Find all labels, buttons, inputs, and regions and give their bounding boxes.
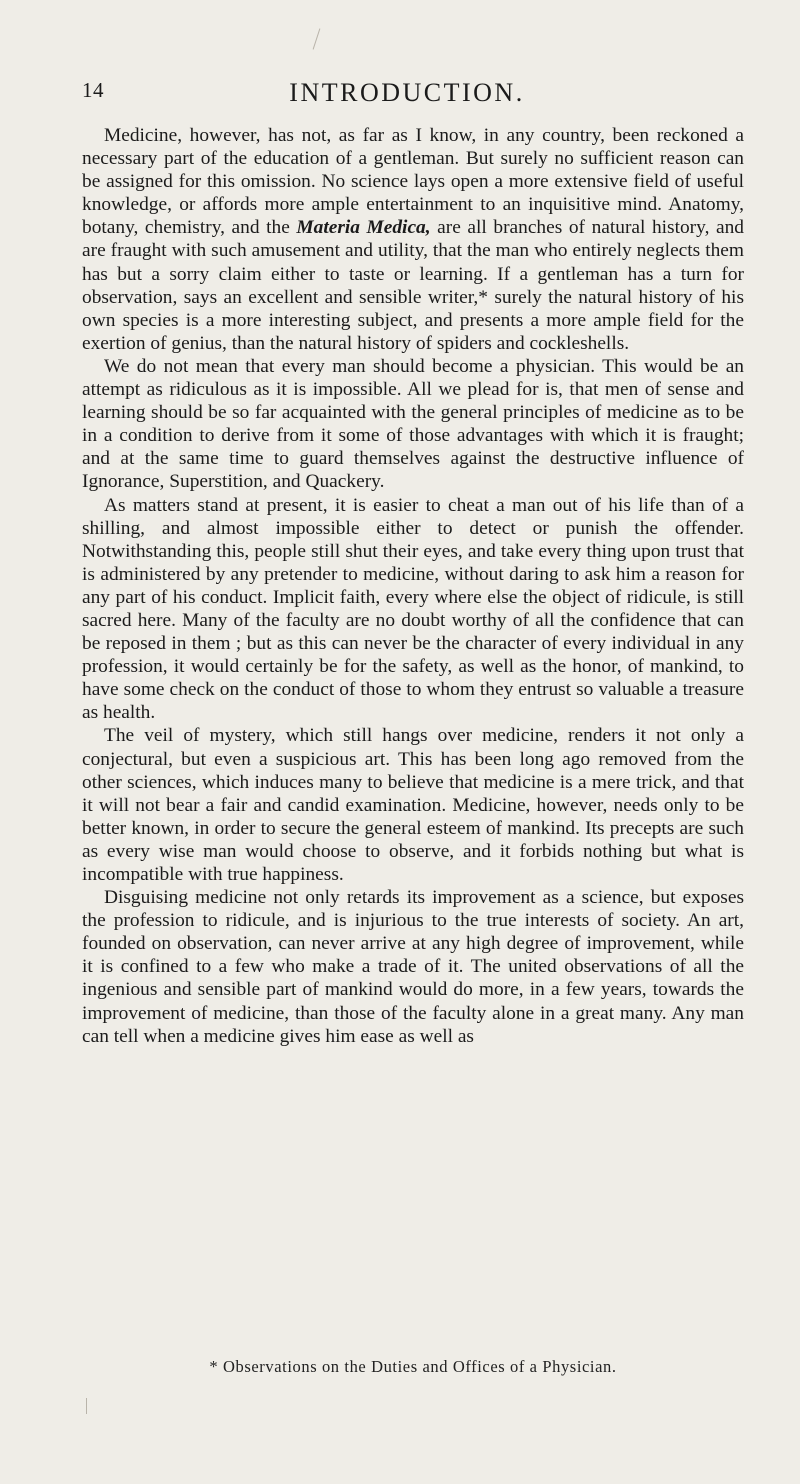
paper-mark (86, 1398, 87, 1414)
paragraph (82, 494, 744, 725)
paragraph (82, 355, 744, 494)
text-run: Medicine, however, has not, as far as I know, in any country, been reckoned a necessary part of the education of a gentleman. But surely no sufficient reason can be assigned for this omission. No science lays open a more extensive field of useful knowledge, or affords more ample entertainment to an inquisitive mind. Anatomy, botany, chemistry, and the (82, 125, 744, 239)
paragraph (82, 124, 744, 355)
italic-term: Materia Medica, (296, 217, 431, 239)
text-run: The veil of mystery, which still hangs over medicine, renders it not only a conjectural, but even a suspicious art. This has been long ago removed from the other sciences, which induces many to believe that medicine is a mere trick, and that it will not bear a fair and candid examination. Medicine, however, needs only to be better known, in order to secure the general esteem of mankind. Its precepts are such as every wise man would choose to observe, and it forbids nothing but what is incompatible with true happiness. (82, 725, 744, 885)
text-run: As matters stand at present, it is easier to cheat a man out of his life than of a shilling, and almost impossible either to detect or punish the offender. Notwithstanding this, people still shut their eyes, and take every thing upon trust that is administered by any pretender to medicine, without daring to ask him a reason for any part of his conduct. Implicit faith, every where else the object of ridicule, is still sacred here. Many of the faculty are no doubt worthy of all the confidence that can be reposed in them ; but as this can never be the character of every individual in any profession, it would certainly be for the safety, as well as the honor, of mankind, to have some check on the conduct of those to whom they entrust so valuable a treasure as health. (82, 494, 744, 724)
paragraph (82, 886, 744, 1048)
body-text (82, 124, 744, 1048)
text-run: We do not mean that every man should become a physician. This would be an attempt as ridiculous as it is impossible. All we plead for is, that men of sense and learning should be so far acquainted with the general principles of medicine as to be in a condition to derive from it some of those advantages with which it is fraught; and at the same time to guard themselves against the destructive influence of Ignorance, Superstition, and Quackery. (82, 355, 744, 493)
running-head: INTRODUCTION. (289, 78, 525, 107)
paragraph (82, 724, 744, 886)
footnote: * Observations on the Duties and Offices of a Physician. (209, 1357, 617, 1376)
paper-mark (313, 28, 321, 49)
page-header (82, 78, 732, 118)
text-run: Disguising medicine not only retards its improvement as a science, but exposes the profession to ridicule, and is injurious to the true interests of society. An art, founded on observation, can never arrive at any high degree of improvement, while it is confined to a few who make a trade of it. The united observations of all the ingenious and sensible part of mankind would do more, in a few years, towards the improvement of medicine, than those of the faculty alone in a great many. Any man can tell when a medicine gives him ease as well as (82, 887, 744, 1047)
text-run: are all branches of natural history, and are fraught with such amusement and utility, that the man who entirely neglects them has but a sorry claim either to taste or learning. If a gentleman has a turn for observation, says an excellent and sensible writer,* surely the natural history of his own species is a more interesting subject, and presents a more ample field for the exertion of genius, than the natural history of spiders and cockleshells. (82, 217, 744, 354)
page-number: 14 (82, 78, 104, 102)
